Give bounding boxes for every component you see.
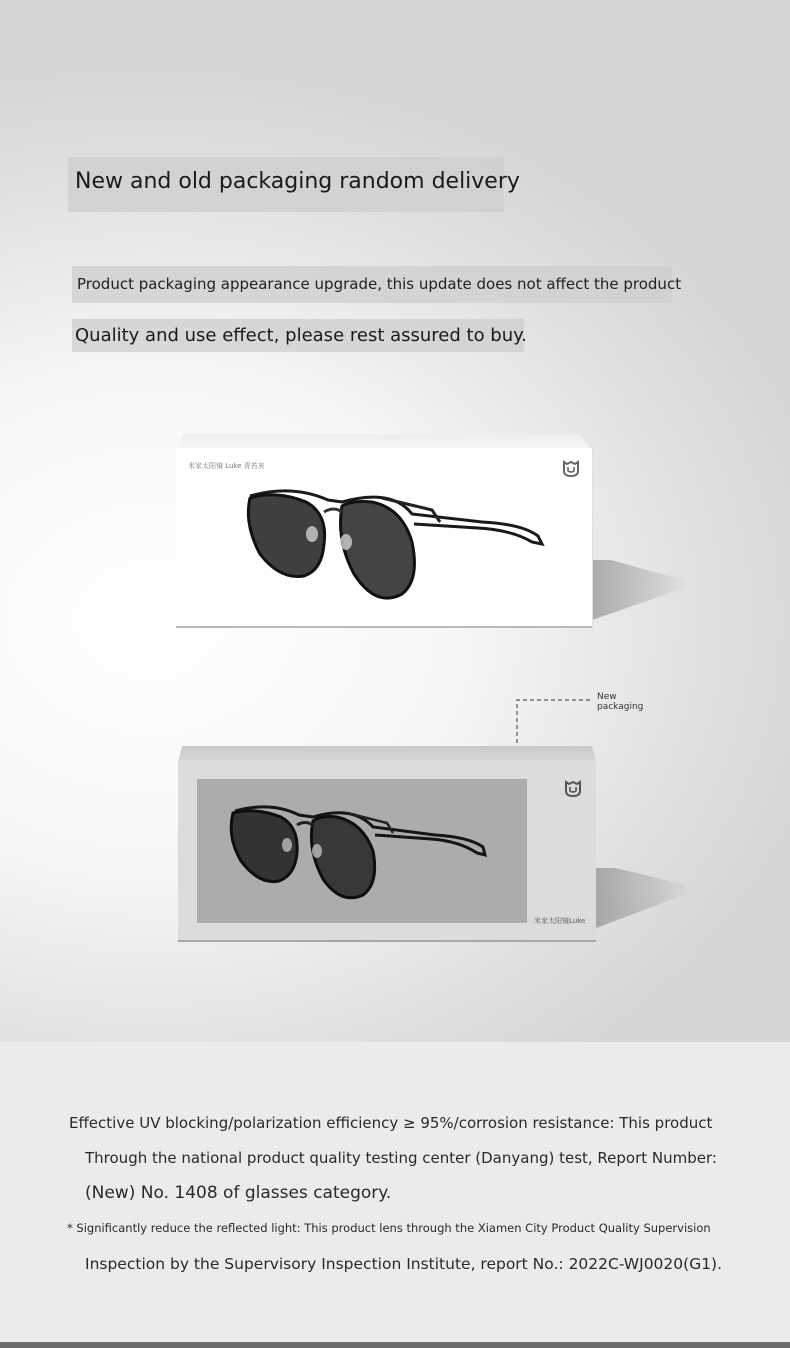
specs-section [0, 1042, 790, 1342]
new-box-photo-panel [197, 779, 527, 923]
old-box-shadow [592, 560, 687, 620]
notice-line2: Quality and use effect, please rest assured to buy. [75, 325, 527, 346]
spec-line-3: (New) No. 1408 of glasses category. [85, 1183, 392, 1203]
mijia-logo-icon [564, 780, 582, 798]
page-heading: New and old packaging random delivery [75, 169, 520, 194]
sunglasses-image [242, 484, 552, 608]
new-box-label: 米家太阳镜Luke [534, 917, 586, 925]
spec-line-1: Effective UV blocking/polarization efficiency ≥ 95%/corrosion resistance: This product [69, 1114, 713, 1132]
new-box-shadow [596, 868, 692, 928]
mijia-logo-icon [562, 460, 580, 478]
spec-line-4: * Significantly reduce the reflected light: This product lens through the Xiamen City Product Quality Supervision [67, 1221, 711, 1235]
notice-line1: Product packaging appearance upgrade, this update does not affect the product [77, 275, 682, 293]
old-packaging-box [176, 448, 592, 628]
spec-line-5: Inspection by the Supervisory Inspection Institute, report No.: 2022C-WJ0020(G1). [85, 1255, 723, 1273]
sunglasses-image [227, 801, 492, 907]
old-box-label: 米家太阳镜 Luke 青苔灰 [188, 462, 265, 470]
spec-line-2: Through the national product quality testing center (Danyang) test, Report Number: [85, 1149, 717, 1167]
footer-bar [0, 1342, 790, 1348]
new-packaging-callout: New packaging [597, 692, 644, 712]
